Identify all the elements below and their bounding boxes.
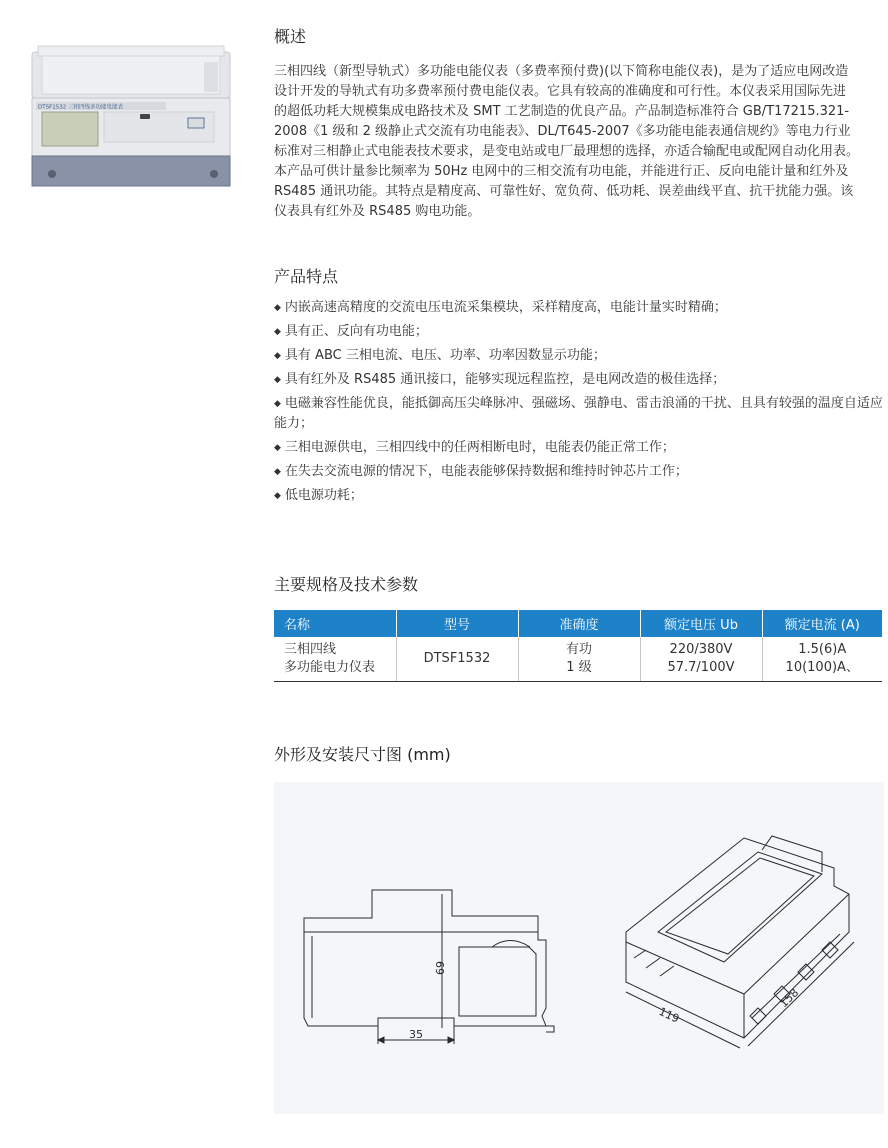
header-current: 额定电流 (A) (762, 610, 882, 637)
specs-title: 主要规格及技术参数 (274, 575, 419, 594)
overview-line: 仪表具有红外及 RS485 购电功能。 (274, 204, 481, 219)
feature-item: ◆ 具有红外及 RS485 通讯接口，能够实现远程监控，是电网改造的极佳选择； (274, 372, 726, 387)
cell-voltage: 220/380V 57.7/100V (640, 637, 762, 682)
overview-title: 概述 (274, 27, 307, 46)
header-accuracy: 准确度 (518, 610, 640, 637)
overview-line: 本产品可供计量参比频率为 50Hz 电网中的三相交流有功电能，并能进行正、反向电能计量和红外及 (274, 164, 849, 179)
header-model: 型号 (396, 610, 518, 637)
feature-item: ◆ 在失去交流电源的情况下，电能表能够保持数据和维持时钟芯片工作； (274, 464, 688, 479)
bullet-icon: ◆ (274, 375, 281, 385)
feature-item: ◆ 电磁兼容性能优良，能抵御高压尖峰脉冲、强磁场、强静电、雷击浪涌的干扰、且具有较强的温度自适应能力； (274, 396, 883, 431)
cell-current: 1.5(6)A 10(100)A、 (762, 637, 882, 682)
feature-item: ◆ 低电源功耗； (274, 488, 363, 503)
feature-item: ◆ 内嵌高速高精度的交流电压电流采集模块，采样精度高，电能计量实时精确； (274, 300, 727, 315)
bullet-icon: ◆ (274, 351, 281, 361)
rail-width-label: 35 (409, 1028, 423, 1041)
dimensions-title: 外形及安装尺寸图 (mm) (274, 745, 451, 764)
features-title: 产品特点 (274, 267, 339, 286)
dimension-drawing (274, 782, 884, 1114)
table-header-row (274, 610, 882, 637)
feature-list (274, 298, 886, 510)
overview-line: 设计开发的导轨式有功多费率预付费电能仪表。它具有较高的准确度和可行性。本仪表采用国际先进 (274, 84, 847, 99)
bullet-icon: ◆ (274, 491, 281, 501)
overview-paragraph (274, 62, 884, 222)
spec-table (274, 610, 882, 682)
table-row (274, 637, 882, 682)
header-voltage: 额定电压 Ub (640, 610, 762, 637)
overview-line: 三相四线（新型导轨式）多功能电能仪表（多费率预付费)(以下简称电能仪表)，是为了适应电网改造 (274, 64, 849, 79)
photo-product-label: 三相四线多功能电能表 (68, 104, 124, 111)
overview-line: 2008《1 级和 2 级静止式交流有功电能表》、DL/T645-2007《多功能电能表通信规约》等电力行业 (274, 124, 851, 139)
width-label: 119 (656, 1004, 682, 1026)
feature-item: ◆ 具有 ABC 三相电流、电压、功率、功率因数显示功能； (274, 348, 606, 363)
bullet-icon: ◆ (274, 303, 281, 313)
length-label: 158 (777, 986, 802, 1011)
bullet-icon: ◆ (274, 399, 281, 409)
cell-name: 三相四线 多功能电力仪表 (274, 637, 396, 682)
bullet-icon: ◆ (274, 443, 281, 453)
overview-line: 标准对三相静止式电能表技术要求，是变电站或电厂最理想的选择，亦适合输配电或配网自动化用表。 (274, 144, 860, 159)
overview-line: 的超低功耗大规模集成电路技术及 SMT 工艺制造的优良产品。产品制造标准符合 GB/T17215.321- (274, 104, 850, 119)
header-name: 名称 (274, 610, 396, 637)
feature-item: ◆ 三相电源供电，三相四线中的任两相断电时，电能表仍能正常工作； (274, 440, 675, 455)
cell-accuracy: 有功 1 级 (518, 637, 640, 682)
bullet-icon: ◆ (274, 467, 281, 477)
product-photo (28, 42, 240, 192)
cell-model: DTSF1532 (396, 637, 518, 682)
dimension-diagram (274, 782, 884, 1114)
overview-line: RS485 通讯功能。其特点是精度高、可靠性好、宽负荷、低功耗、误差曲线平直、抗干扰能力强。该 (274, 184, 854, 199)
feature-item: ◆ 具有正、反向有功电能； (274, 324, 428, 339)
side-view (304, 890, 554, 1044)
height-label: 69 (433, 961, 446, 975)
photo-model-label: DTSF1532 (38, 104, 67, 111)
bullet-icon: ◆ (274, 327, 281, 337)
